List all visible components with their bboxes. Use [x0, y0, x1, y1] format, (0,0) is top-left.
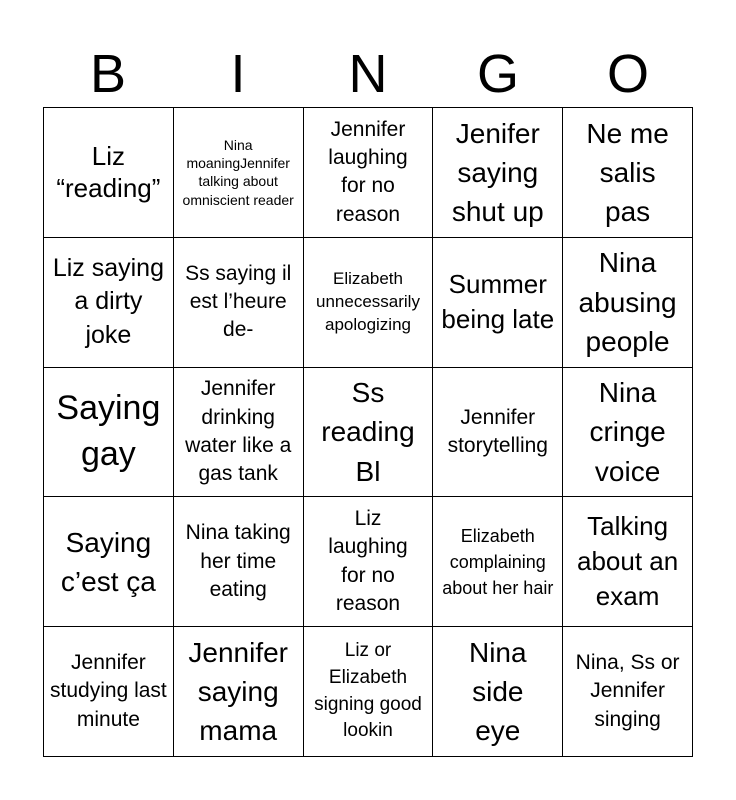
header-letter-i: I: [230, 44, 246, 104]
bingo-cell-r1c1[interactable]: Liz “reading”: [44, 108, 174, 238]
bingo-cell-r2c4[interactable]: Summer being late: [433, 238, 563, 368]
bingo-cell-r1c3[interactable]: Jennifer laughing for no reason: [304, 108, 434, 238]
bingo-cell-r1c2[interactable]: Nina moaningJennifer talking about omniscient reader: [174, 108, 304, 238]
bingo-cell-r4c4[interactable]: Elizabeth complaining about her hair: [433, 497, 563, 627]
header-letter-b: B: [89, 44, 127, 104]
bingo-cell-r2c2[interactable]: Ss saying il est l’heure de-: [174, 238, 304, 368]
bingo-cell-r5c4[interactable]: Nina side eye: [433, 627, 563, 757]
bingo-header: [43, 42, 693, 106]
bingo-cell-r3c4[interactable]: Jennifer storytelling: [433, 368, 563, 498]
header-letter-o: O: [606, 44, 649, 104]
bingo-board: [43, 107, 693, 757]
header-letter-n: N: [348, 44, 388, 104]
bingo-cell-r4c1[interactable]: Saying c’est ça: [44, 497, 174, 627]
bingo-cell-r4c3[interactable]: Liz laughing for no reason: [304, 497, 434, 627]
bingo-cell-r1c5[interactable]: Ne me salis pas: [563, 108, 693, 238]
bingo-cell-r2c1[interactable]: Liz saying a dirty joke: [44, 238, 174, 368]
bingo-cell-r5c3[interactable]: Liz or Elizabeth signing good lookin: [304, 627, 434, 757]
bingo-cell-r5c1[interactable]: Jennifer studying last minute: [44, 627, 174, 757]
bingo-cell-r3c1[interactable]: Saying gay: [44, 368, 174, 498]
bingo-cell-r2c3[interactable]: Elizabeth unnecessarily apologizing: [304, 238, 434, 368]
bingo-cell-r1c4[interactable]: Jenifer saying shut up: [433, 108, 563, 238]
bingo-cell-r5c5[interactable]: Nina, Ss or Jennifer singing: [563, 627, 693, 757]
bingo-cell-r2c5[interactable]: Nina abusing people: [563, 238, 693, 368]
bingo-cell-r4c2[interactable]: Nina taking her time eating: [174, 497, 304, 627]
bingo-cell-r5c2[interactable]: Jennifer saying mama: [174, 627, 304, 757]
bingo-cell-r3c2[interactable]: Jennifer drinking water like a gas tank: [174, 368, 304, 498]
bingo-cell-r4c5[interactable]: Talking about an exam: [563, 497, 693, 627]
header-letter-g: G: [476, 44, 519, 104]
bingo-cell-r3c3[interactable]: Ss reading Bl: [304, 368, 434, 498]
bingo-cell-r3c5[interactable]: Nina cringe voice: [563, 368, 693, 498]
